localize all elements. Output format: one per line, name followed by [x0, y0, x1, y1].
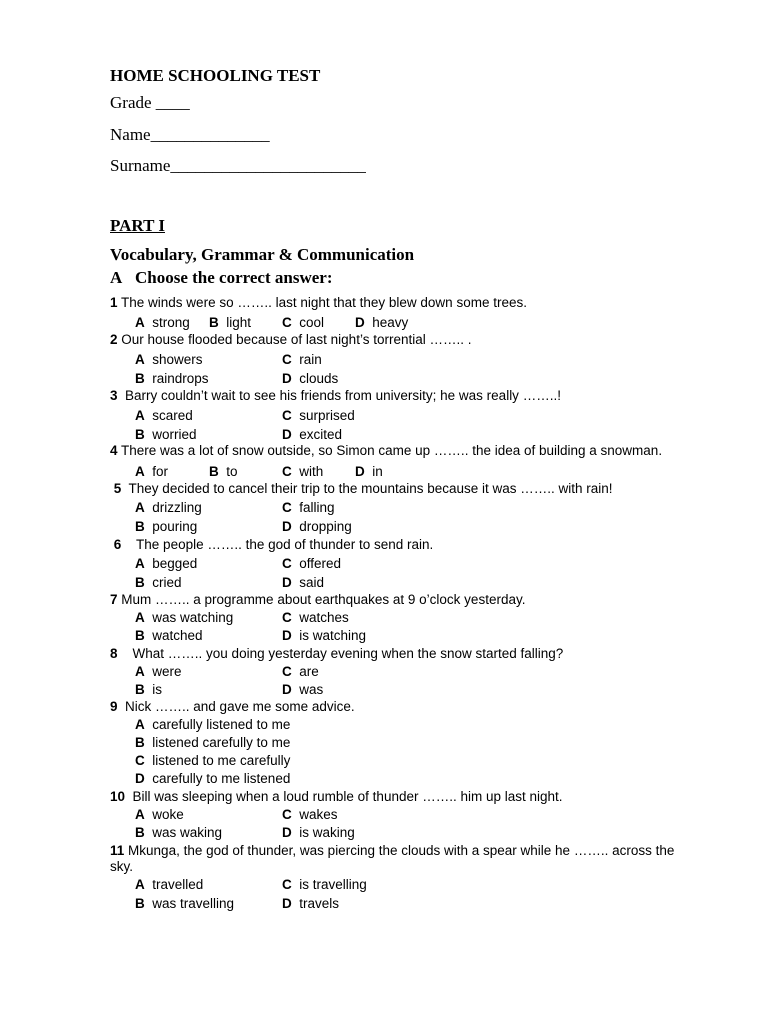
option-letter: B: [135, 825, 145, 840]
option-text: worried: [152, 427, 197, 442]
option-letter: B: [135, 682, 145, 697]
option-letter: B: [135, 628, 145, 643]
option-text: excited: [299, 427, 343, 442]
option-9b[interactable]: [135, 735, 290, 750]
option-5a[interactable]: [135, 500, 202, 515]
question-6: [110, 537, 433, 552]
option-8a[interactable]: [135, 664, 182, 679]
option-text: offered: [299, 556, 342, 571]
option-text: travelled: [152, 877, 204, 892]
name-field[interactable]: Name______________: [110, 125, 270, 144]
option-text: cool: [299, 315, 325, 330]
option-letter: A: [135, 408, 145, 423]
option-1a[interactable]: [135, 315, 190, 330]
question-text: Bill was sleeping when a loud rumble of thunder …….. him up last night.: [132, 789, 563, 804]
option-letter: C: [282, 807, 292, 822]
question-7: [110, 592, 525, 607]
question-text: Mum …….. a programme about earthquakes at 9 o’clock yesterday.: [121, 592, 526, 607]
option-text: watched: [152, 628, 203, 643]
part-heading: PART I: [110, 216, 165, 235]
option-letter: D: [355, 315, 365, 330]
question-11-continued: sky.: [110, 859, 133, 874]
option-letter: D: [282, 427, 292, 442]
option-7a[interactable]: [135, 610, 233, 625]
option-2a[interactable]: [135, 352, 203, 367]
option-letter: B: [135, 519, 145, 534]
question-text: Barry couldn’t wait to see his friends from university; he was really ……..!: [125, 388, 561, 403]
option-letter: C: [135, 753, 145, 768]
option-letter: A: [135, 500, 145, 515]
option-text: carefully to me listened: [152, 771, 291, 786]
test-title: HOME SCHOOLING TEST: [110, 66, 321, 85]
option-9c[interactable]: [135, 753, 290, 768]
question-text: The people …….. the god of thunder to send rain.: [136, 537, 434, 552]
option-text: pouring: [152, 519, 198, 534]
question-11: [110, 843, 674, 858]
option-text: clouds: [299, 371, 339, 386]
option-letter: D: [282, 682, 292, 697]
question-number: 3: [110, 388, 118, 403]
question-text: The winds were so …….. last night that they blew down some trees.: [121, 295, 527, 310]
section-heading: Vocabulary, Grammar & Communication: [110, 245, 415, 264]
option-text: was watching: [152, 610, 234, 625]
option-letter: D: [282, 628, 292, 643]
option-text: rain: [299, 352, 322, 367]
option-text: scared: [152, 408, 193, 423]
option-1b[interactable]: [209, 315, 251, 330]
option-letter: C: [282, 315, 292, 330]
option-letter: C: [282, 556, 292, 571]
option-letter: D: [282, 371, 292, 386]
question-text: Our house flooded because of last night’s torrential …….. .: [121, 332, 472, 347]
option-11a[interactable]: [135, 877, 203, 892]
option-letter: D: [282, 896, 292, 911]
option-4d[interactable]: [355, 464, 383, 479]
option-letter: C: [282, 664, 292, 679]
option-letter: C: [282, 464, 292, 479]
question-number: 8: [110, 646, 118, 661]
option-letter: B: [135, 427, 145, 442]
option-letter: B: [209, 315, 219, 330]
option-letter: D: [282, 575, 292, 590]
option-text: carefully listened to me: [152, 717, 291, 732]
option-6d[interactable]: [282, 575, 324, 590]
option-text: were: [152, 664, 182, 679]
option-7c[interactable]: [282, 610, 349, 625]
option-letter: A: [135, 807, 145, 822]
question-text: What …….. you doing yesterday evening when the snow started falling?: [132, 646, 564, 661]
option-text: is watching: [299, 628, 367, 643]
option-5b[interactable]: [135, 519, 197, 534]
option-letter: D: [135, 771, 145, 786]
question-number: 6: [113, 537, 122, 552]
option-letter: D: [355, 464, 365, 479]
option-text: for: [152, 464, 169, 479]
option-letter: A: [135, 610, 145, 625]
grade-field[interactable]: Grade ____: [110, 93, 190, 112]
option-letter: A: [135, 464, 145, 479]
question-number: 11: [110, 843, 125, 858]
option-letter: B: [135, 371, 145, 386]
option-1d[interactable]: [355, 315, 408, 330]
option-4c[interactable]: [282, 464, 323, 479]
option-letter: A: [135, 556, 145, 571]
option-letter: A: [135, 315, 145, 330]
question-text: They decided to cancel their trip to the mountains because it was …….. with rain!: [128, 481, 613, 496]
option-11b[interactable]: [135, 896, 234, 911]
option-8b[interactable]: [135, 682, 162, 697]
option-text: heavy: [372, 315, 409, 330]
question-10: [110, 789, 563, 804]
question-number: 1: [110, 295, 118, 310]
option-text: cried: [152, 575, 182, 590]
option-letter: B: [135, 896, 145, 911]
question-1: [110, 295, 527, 310]
option-text: said: [299, 575, 325, 590]
option-text: raindrops: [152, 371, 209, 386]
option-text: is: [152, 682, 163, 697]
option-2d[interactable]: [282, 371, 338, 386]
option-text: wakes: [299, 807, 338, 822]
option-letter: B: [135, 735, 145, 750]
option-6c[interactable]: [282, 556, 341, 571]
question-8: [110, 646, 563, 661]
option-10d[interactable]: [282, 825, 355, 840]
question-3: [110, 388, 561, 403]
option-5c[interactable]: [282, 500, 335, 515]
question-9: [110, 699, 355, 714]
option-6b[interactable]: [135, 575, 182, 590]
option-text: travels: [299, 896, 340, 911]
option-9a[interactable]: [135, 717, 290, 732]
option-2c[interactable]: [282, 352, 322, 367]
question-number: 2: [110, 332, 118, 347]
option-text: with: [299, 464, 324, 479]
task-instruction: Choose the correct answer:: [135, 268, 333, 287]
option-text: dropping: [299, 519, 352, 534]
option-letter: C: [282, 408, 292, 423]
option-text: is waking: [299, 825, 355, 840]
option-3a[interactable]: [135, 408, 193, 423]
option-letter: C: [282, 610, 292, 625]
option-10a[interactable]: [135, 807, 184, 822]
option-text: listened carefully to me: [152, 735, 291, 750]
option-3c[interactable]: [282, 408, 355, 423]
option-2b[interactable]: [135, 371, 209, 386]
option-text: was waking: [152, 825, 223, 840]
option-11d[interactable]: [282, 896, 339, 911]
option-5d[interactable]: [282, 519, 352, 534]
option-7d[interactable]: [282, 628, 366, 643]
question-number: 10: [110, 789, 126, 804]
option-3b[interactable]: [135, 427, 197, 442]
question-text: Nick …….. and gave me some advice.: [125, 699, 355, 714]
question-number: 9: [110, 699, 118, 714]
option-letter: A: [135, 877, 145, 892]
option-letter: B: [135, 575, 145, 590]
option-text: begged: [152, 556, 198, 571]
option-text: showers: [152, 352, 203, 367]
option-7b[interactable]: [135, 628, 203, 643]
surname-field[interactable]: Surname_______________________: [110, 156, 366, 175]
question-5: [110, 481, 613, 496]
option-letter: A: [135, 664, 145, 679]
option-letter: C: [282, 500, 292, 515]
question-4: [110, 443, 662, 458]
option-text: strong: [152, 315, 190, 330]
option-4b[interactable]: [209, 464, 238, 479]
option-text: surprised: [299, 408, 355, 423]
question-number: 5: [113, 481, 122, 496]
option-text: was: [299, 682, 324, 697]
option-8c[interactable]: [282, 664, 319, 679]
question-text: Mkunga, the god of thunder, was piercing the clouds with a spear while he …….. across the: [128, 843, 675, 858]
option-11c[interactable]: [282, 877, 367, 892]
option-1c[interactable]: [282, 315, 324, 330]
question-text: There was a lot of snow outside, so Simon came up …….. the idea of building a snowman.: [121, 443, 663, 458]
option-text: drizzling: [152, 500, 202, 515]
question-number: 7: [110, 592, 118, 607]
option-letter: A: [135, 717, 145, 732]
option-9d[interactable]: [135, 771, 290, 786]
option-letter: C: [282, 352, 292, 367]
option-text: in: [372, 464, 383, 479]
option-text: listened to me carefully: [152, 753, 291, 768]
option-text: is travelling: [299, 877, 367, 892]
option-10c[interactable]: [282, 807, 338, 822]
option-3d[interactable]: [282, 427, 342, 442]
option-text: woke: [152, 807, 184, 822]
option-8d[interactable]: [282, 682, 323, 697]
option-6a[interactable]: [135, 556, 197, 571]
option-10b[interactable]: [135, 825, 222, 840]
option-text: to: [226, 464, 238, 479]
option-letter: C: [282, 877, 292, 892]
question-2: [110, 332, 471, 347]
option-text: watches: [299, 610, 349, 625]
option-letter: A: [135, 352, 145, 367]
option-text: falling: [299, 500, 335, 515]
option-letter: B: [209, 464, 219, 479]
option-letter: D: [282, 519, 292, 534]
option-4a[interactable]: [135, 464, 168, 479]
option-text: are: [299, 664, 319, 679]
option-text: light: [226, 315, 252, 330]
option-text: was travelling: [152, 896, 235, 911]
option-letter: D: [282, 825, 292, 840]
question-number: 4: [110, 443, 118, 458]
task-letter: A: [110, 268, 123, 287]
